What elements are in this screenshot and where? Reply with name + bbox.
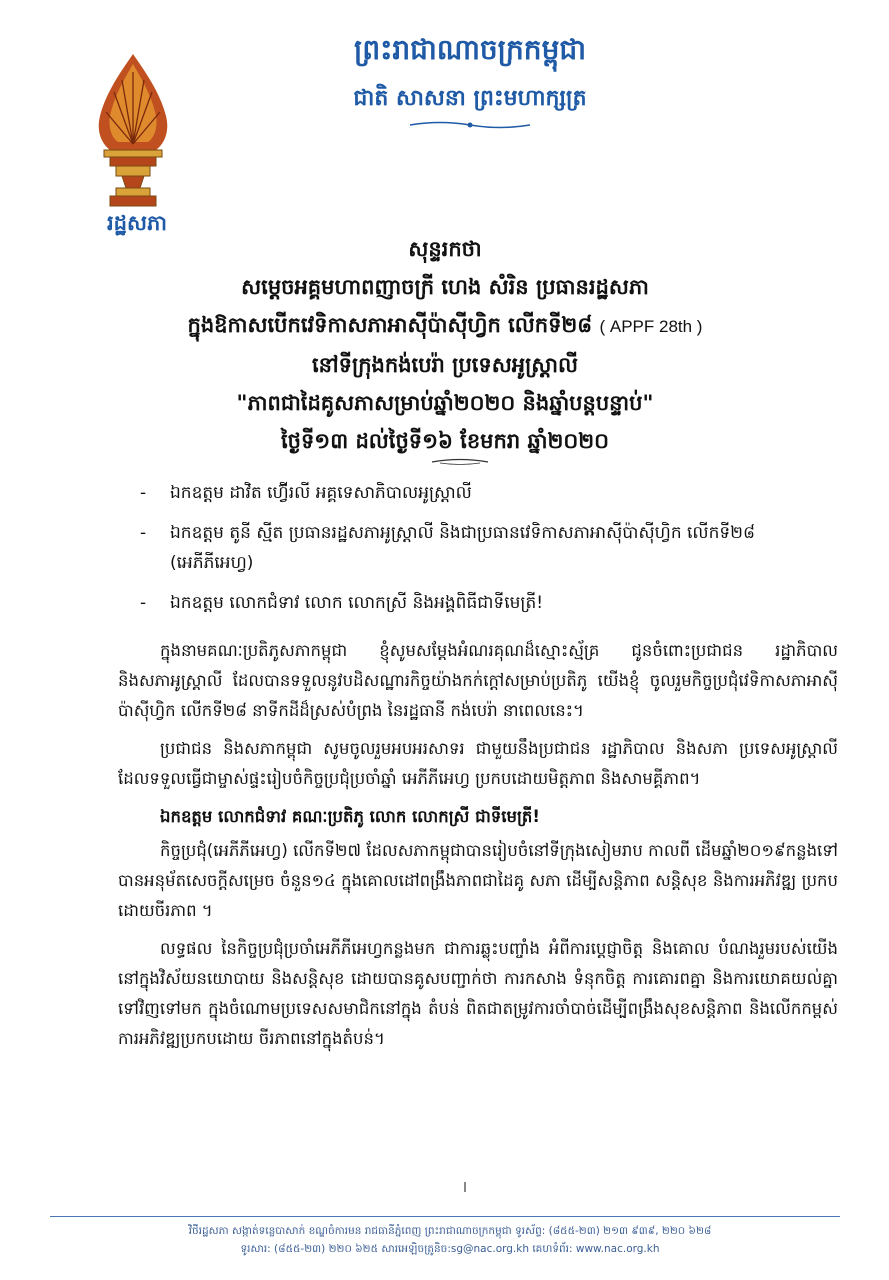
- title-line-6: ថ្ងៃទី១៣ ដល់ថ្ងៃទី១៦ ខែមករា ឆ្នាំ២០២០: [280, 428, 609, 453]
- salutation-list: [140, 478, 840, 628]
- list-dash: -: [140, 593, 147, 613]
- page-mark: [464, 1182, 466, 1192]
- salutation-item: [140, 518, 840, 578]
- list-dash: -: [140, 483, 147, 503]
- speech-body: [118, 636, 838, 1062]
- title-line-3-latin: ( APPF 28th ): [599, 317, 703, 336]
- body-salutation: ឯកឧត្តម លោកជំទាវ គណៈប្រតិភូ លោក លោកស្រី ជាទីមេត្រី!: [160, 807, 540, 826]
- footer-contact: [100, 1222, 800, 1258]
- body-paragraph: ប្រជាជន និងសភាកម្ពុជា សូមចូលរួមអបអរសាទរ ជាមួយនឹងប្រជាជន រដ្ឋាភិបាល និងសភា ប្រទេសអូស្ត្រាលី ដែលទទួលធ្វើជាម្ចាស់ផ្ទះរៀបចំកិច្ចប្រជុំប្រចាំឆ្នាំ អេភីភីអេហ្វ ប្រកបដោយមិត្តភាព និងសាមគ្គីភាព។: [118, 739, 838, 788]
- organization-name: រដ្ឋសភា: [107, 211, 167, 235]
- speech-title: [120, 230, 770, 460]
- salutation-text: ឯកឧត្តម ដាវិត ហ៊្វើរលី អគ្គទេសាភិបាលអូស្ត្រាលី: [170, 483, 472, 503]
- salutation-text: ឯកឧត្តម លោកជំទាវ លោក លោកស្រី និងអង្គពិធីជាទីមេត្រី!: [170, 593, 544, 613]
- divider-ornament-icon: [405, 120, 535, 130]
- footer-divider: [50, 1216, 840, 1217]
- salutation-text: ឯកឧត្តម តូនី ស្មីត ប្រធានរដ្ឋសភាអូស្ត្រាលី និងជាប្រធានវេទិកាសភាអាស៊ីប៉ាស៊ីហ្វិក លើកទី២៨ (អេភីភីអេហ្វ): [170, 523, 756, 573]
- title-divider-icon: [430, 458, 490, 466]
- footer-contact-info: ទូរសារ: (៨៥៥-២៣) ២២០ ៦២៥ សារអេឡិចត្រូនិច:sg@nac.org.kh គេហទំព័រ: www.nac.org.kh: [240, 1243, 660, 1255]
- footer-address: វិថីរដ្ឋសភា សង្កាត់ទន្លេបាសាក់ ខណ្ឌចំការមន រាជធានីភ្នំពេញ ព្រះរាជាណាចក្រកម្ពុជា ទូរស័ព្ទ: (៨៥៥-២៣) ២១៣ ៩៣៩, ២២០ ៦២៨: [188, 1225, 712, 1237]
- body-paragraph: ក្នុងនាមគណៈប្រតិភូសភាកម្ពុជា ខ្ញុំសូមសម្ដែងអំណរគុណដ៏ស្មោះស្ម័គ្រ ជូនចំពោះប្រជាជន រដ្ឋាភិបាល និងសភាអូស្ត្រាលី ដែលបានទទួលនូវបដិសណ្ឋារកិច្ចយ៉ាងកក់ក្ដៅសម្រាប់ប្រតិភូ យើងខ្ញុំ ចូលរួមកិច្ចប្រជុំវេទិកាសភាអាស៊ីប៉ាស៊ីហ្វិក លើកទី២៨ នាទីកដីដ៏ស្រស់បំព្រង នៃរដ្ឋធានី កង់បេរ៉ា នាពេលនេះ។: [118, 641, 838, 720]
- national-assembly-emblem-icon: [86, 52, 180, 212]
- national-motto: ជាតិ សាសនា ព្រះមហាក្សត្រ: [353, 85, 587, 111]
- title-line-4: នៅទីក្រុងកង់បេរ៉ា ប្រទេសអូស្ត្រាលី: [311, 352, 579, 377]
- list-dash: -: [140, 523, 147, 543]
- kingdom-heading: ព្រះរាជាណាចក្រកម្ពុជា: [353, 33, 586, 66]
- title-line-1: សុន្ទរកថា: [408, 236, 482, 261]
- salutation-item: [140, 588, 840, 618]
- title-line-3-khmer: ក្នុងឱកាសបើកវេទិកាសភាអាស៊ីប៉ាស៊ីហ្វិក លើកទី២៨: [187, 312, 593, 337]
- title-line-3: [120, 306, 770, 346]
- title-line-5: "ភាពជាដៃគូសភាសម្រាប់ឆ្នាំ២០២០ និងឆ្នាំបន្តបន្ទាប់": [236, 390, 654, 415]
- body-paragraph: កិច្ចប្រជុំ(អេភីភីអេហ្វ) លើកទី២៧ ដែលសភាកម្ពុជាបានរៀបចំនៅទីក្រុងសៀមរាប កាលពី ដើមឆ្នាំ២០១៩កន្លងទៅ បានអនុម័តសេចក្ដីសម្រេច ចំនួន១៤ ក្នុងគោលដៅពង្រឹងភាពជាដៃគូ សភា ដើម្បីសន្តិភាព សន្តិសុខ និងការអភិវឌ្ឍ ប្រកបដោយចីរភាព ។: [118, 841, 838, 920]
- salutation-item: [140, 478, 840, 508]
- body-paragraph: លទ្ធផល នៃកិច្ចប្រជុំប្រចាំអេភីភីអេហ្វកន្លងមក ជាការឆ្លុះបញ្ចាំង អំពីការប្ដេជ្ញាចិត្ត និងគោល បំណងរួមរបស់យើង នៅក្នុងវិស័យនយោបាយ និងសន្តិសុខ ដោយបានគូសបញ្ជាក់ថា ការកសាង ទំនុកចិត្ត ការគោរពគ្នា និងការយោគយល់គ្នាទៅវិញទៅមក ក្នុងចំណោមប្រទេសសមាជិកនៅក្នុង តំបន់ ពិតជាតម្រូវការចាំបាច់ដើម្បីពង្រឹងសុខសន្តិភាព និងលើកកម្ពស់ការអភិវឌ្ឍប្រកបដោយ ចីរភាពនៅក្នុងតំបន់។: [118, 939, 838, 1048]
- title-line-2: សម្ដេចអគ្គមហាពញាចក្រី ហេង សំរិន ប្រធានរដ្ឋសភា: [241, 274, 649, 299]
